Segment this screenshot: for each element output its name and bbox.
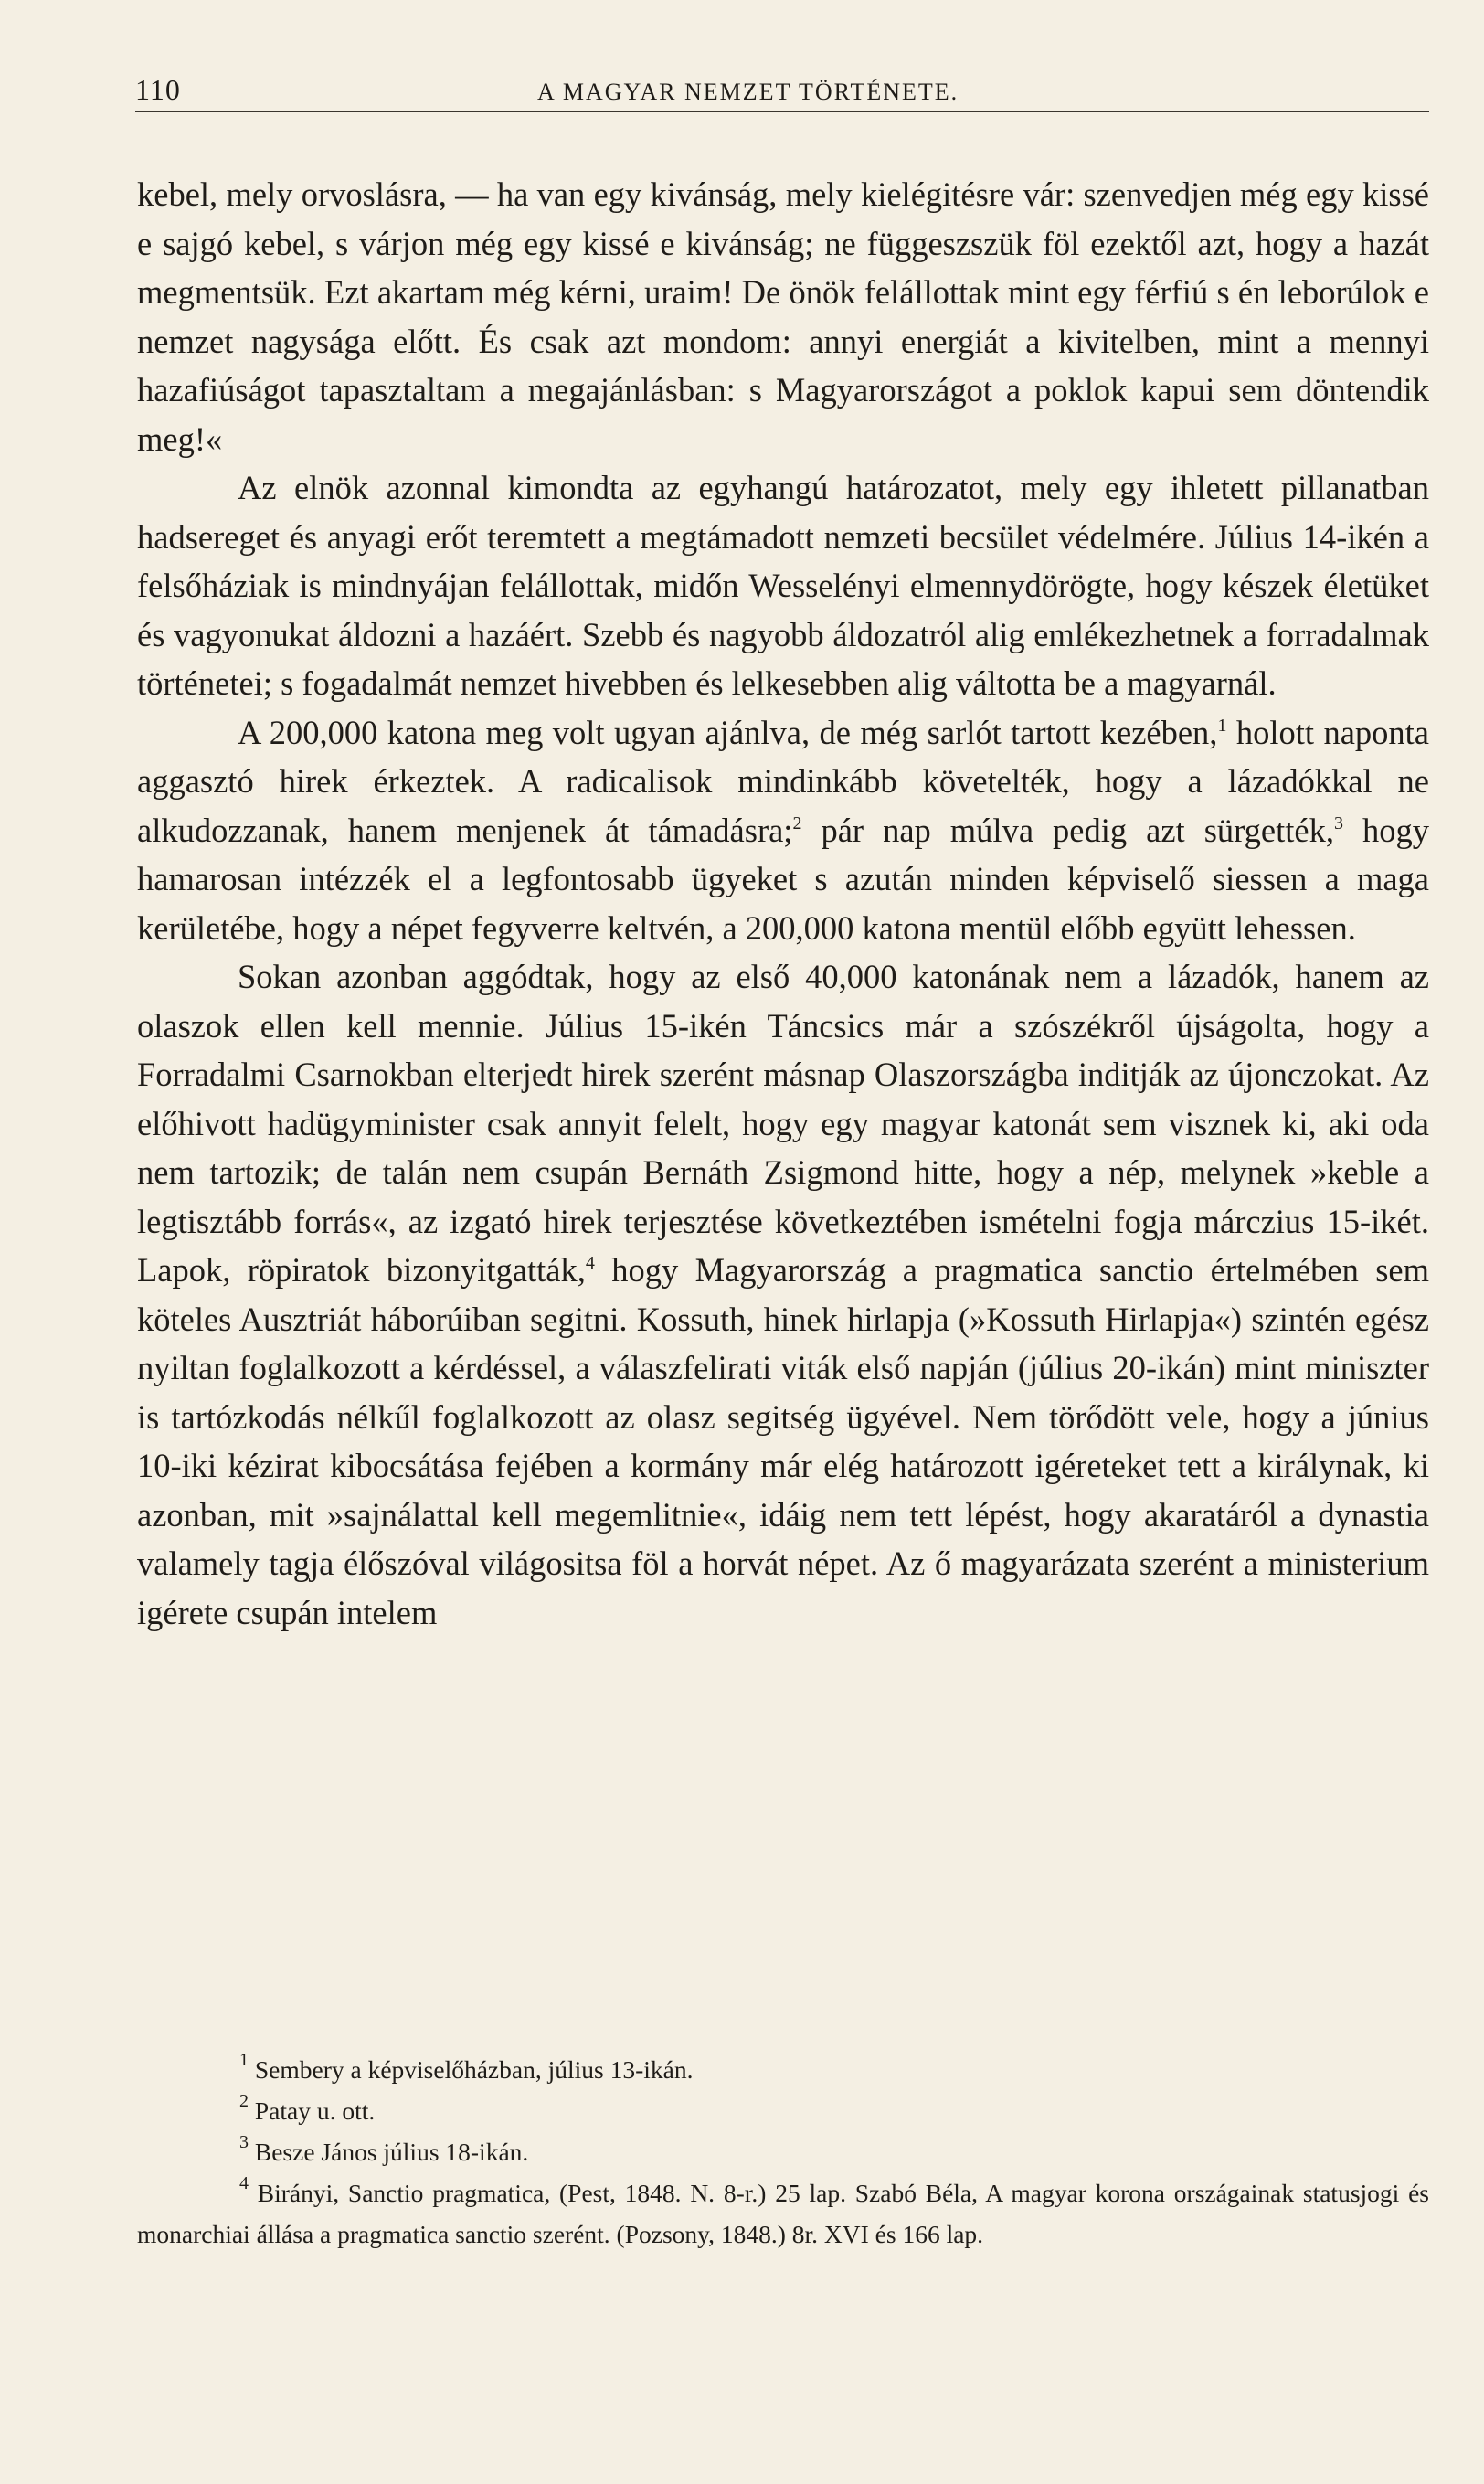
footnote-4: [137, 2172, 1429, 2255]
main-text: [137, 170, 1429, 1637]
paragraph-3-part-d: hogy hamarosan intézzék el a legfontosabb ügyeket s azután minden képviselő siessen a maga kerületébe, hogy a népet fegyverre keltvén, a 200,000 katona mentül előbb együtt lehessen.: [137, 811, 1429, 947]
paragraph-4-part-a: Sokan azonban aggódtak, hogy az első 40,000 katonának nem a lázadók, hanem az olaszok ellen kell mennie. Július 15-ikén Táncsics már a szószékről újságolta, hogy a Forradalmi Csarnokban elterjedt hirek szerént másnap Olaszországba inditják az újonczokat. Az előhivott hadügyminister csak annyit felelt, hogy egy magyar katonát sem visznek ki, aki oda nem tartozik; de talán nem csupán Bernáth Zsigmond hitte, hogy a nép, melynek »keble a legtisztább forrás«, az izgató hirek terjesztése következtében ismételni fogja márczius 15-ikét. Lapok, röpiratok bizonyitgatták,: [137, 958, 1429, 1289]
footnote-mark-3: 3: [239, 2132, 249, 2152]
paragraph-3: [137, 708, 1429, 953]
running-title: A MAGYAR NEMZET TÖRTÉNETE.: [537, 79, 959, 105]
paragraph-4: [137, 952, 1429, 1637]
paragraph-4-part-b: hogy Magyarország a pragmatica sanctio értelmében sem köteles Ausztriát háborúiban segitni. Kossuth, hinek hirlapja (»Kossuth Hirlapja«) szintén egész nyiltan foglalkozott a kérdéssel, a válaszfelirati viták első napján (július 20-ikán) mint miniszter is tartózkodás nélkűl foglalkozott az olasz segitség ügyével. Nem törődött vele, hogy a június 10-iki kézirat kibocsátása fejében a kormány már elég határozott igéreteket tett a királynak, ki azonban, mit »sajnálattal kell megemlitnie«, idáig nem tett lépést, hogy akaratáról a dynastia valamely tagja élőszóval világositsa föl a horvát népet. Az ő magyarázata szerént a ministerium igérete csupán intelem: [137, 1251, 1429, 1631]
page-header: [135, 71, 1429, 112]
paragraph-3-part-c: pár nap múlva pedig azt sürgették,: [801, 811, 1334, 849]
footnote-2: [137, 2090, 1429, 2131]
footnote-1: [137, 2049, 1429, 2090]
footnote-text-4: Birányi, Sanctio pragmatica, (Pest, 1848. N. 8-r.) 25 lap. Szabó Béla, A magyar korona országainak statusjogi és monarchiai állása a pragmatica sanctio szerént. (Pozsony, 1848.) 8r. XVI és 166 lap.: [137, 2179, 1429, 2248]
footnote-mark-2: 2: [239, 2091, 249, 2111]
footnote-text-3: Besze János július 18-ikán.: [249, 2138, 529, 2166]
footnote-text-1: Sembery a képviselőházban, július 13-ikán.: [249, 2055, 694, 2084]
paragraph-1: kebel, mely orvoslásra, — ha van egy kivánság, mely kielégitésre vár: szenvedjen még egy kissé e sajgó kebel, s várjon még egy kissé e kivánság; ne függeszszük föl ezektől azt, hogy a hazát megmentsük. Ezt akartam még kérni, uraim! De önök felállottak mint egy férfiú s én leborúlok e nemzet nagysága előtt. És csak azt mondom: annyi energiát a kivitelben, mint a mennyi hazafiúságot tapasztaltam a megajánlásban: s Magyarországot a poklok kapui sem döntendik meg!«: [137, 175, 1429, 458]
footnote-text-2: Patay u. ott.: [249, 2097, 376, 2125]
footnote-mark-1: 1: [239, 2050, 249, 2070]
footnote-ref-3: 3: [1333, 812, 1343, 833]
footnote-mark-4: 4: [239, 2173, 249, 2193]
paragraph-2: Az elnök azonnal kimondta az egyhangú határozatot, mely egy ihletett pillanatban hadsereget és anyagi erőt teremtett a megtámadott nemzeti becsület védelmére. Július 14-ikén a felsőháziak is mindnyájan felállottak, midőn Wesselényi elmennydörögte, hogy készek életüket és vagyonukat áldozni a hazáért. Szebb és nagyobb áldozatról alig emlékezhetnek a forradalmak történetei; s fogadalmát nemzet hivebben és lelkesebben alig váltotta be a magyarnál.: [137, 469, 1429, 702]
footnote-ref-2: 2: [792, 812, 802, 833]
paragraph-3-part-a: A 200,000 katona meg volt ugyan ajánlva, de még sarlót tartott kezében,: [238, 713, 1218, 751]
paragraph-3-part-b: holott naponta aggasztó hirek érkeztek. A radicalisok mindinkább követelték, hogy a lázadókkal ne alkudozzanak, hanem menjenek át támadásra;: [137, 713, 1429, 849]
footnote-ref-4: 4: [585, 1253, 595, 1273]
page-number: 110: [135, 73, 181, 106]
footnote-3: [137, 2131, 1429, 2172]
footnote-ref-1: 1: [1217, 715, 1227, 736]
footnotes: [137, 2049, 1429, 2255]
